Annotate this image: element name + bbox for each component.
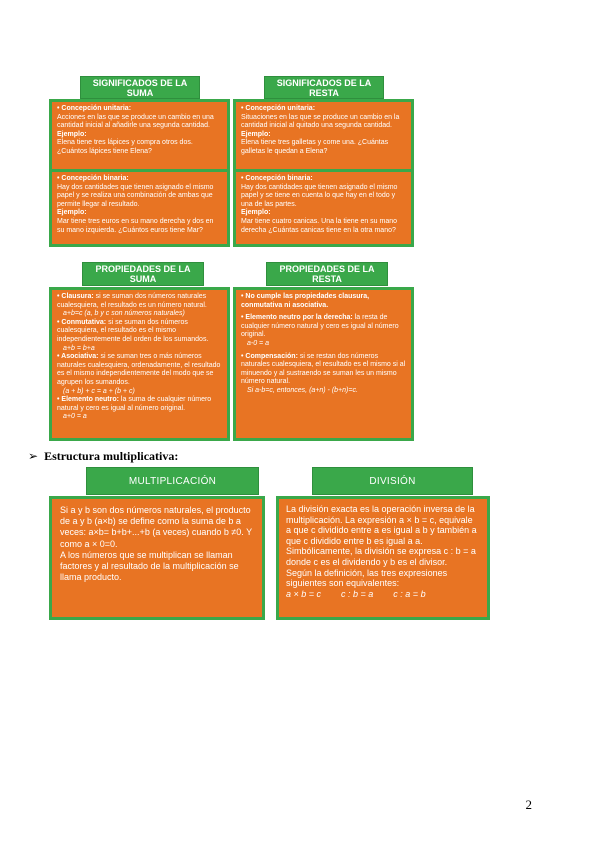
- sum-prop-commutative-formula: [57, 345, 222, 354]
- sum-meaning-panel: [49, 99, 230, 247]
- sum-binary-example-label: Ejemplo:: [57, 209, 87, 217]
- division-equivalences: a × b = c c : b = a c : a = b: [286, 588, 426, 599]
- sub-prop-compensation-head: • Compensación:: [241, 353, 298, 360]
- sub-prop-none: [241, 293, 406, 310]
- sum-prop-neutral-formula: [57, 413, 222, 422]
- sub-unitary-cell: [236, 102, 411, 169]
- sum-prop-commutative-formula-text: a+b = b+a: [63, 344, 95, 352]
- multiplication-title: MULTIPLICACIÓN: [86, 467, 259, 495]
- sum-prop-commutative-head: • Conmutativa:: [57, 319, 106, 326]
- sum-unitary-head: • Concepción unitaria:: [57, 105, 222, 114]
- page-number: 2: [525, 797, 532, 812]
- division-panel: [276, 496, 490, 620]
- sub-prop-compensation-text: si se restan dos números naturales cualesquiera, el resultado es el mismo si al minuendo y al sustraendo se suman les un mismo número natural.: [241, 352, 406, 386]
- division-equivalence-intro: Según la definición, las tres expresiones siguientes son equivalentes:: [286, 567, 448, 589]
- multiplication-terms: A los números que se multiplican se llaman factores y al resultado de la multiplicación se llama producto.: [60, 549, 239, 583]
- sub-props-panel: [233, 287, 414, 441]
- sub-prop-none-head: • No cumple las propiedades clausura, conmutativa ni asociativa.: [241, 293, 369, 309]
- sub-unitary-example: Elena tiene tres galletas y come una. ¿Cuántas galletas le quedan a Elena?: [241, 139, 389, 155]
- sub-props-title: PROPIEDADES DE LA RESTA: [266, 262, 388, 286]
- sum-prop-closure-formula: [57, 310, 222, 319]
- sub-prop-neutral-formula-text: a-0 = a: [247, 339, 269, 347]
- sum-props-cell: [52, 290, 227, 438]
- sum-prop-neutral-head: • Elemento neutro:: [57, 396, 119, 403]
- sum-prop-associative-formula-text: (a + b) + c = a + (b + c): [63, 387, 135, 395]
- sum-unitary-text: Acciones en las que se produce un cambio en una cantidad inicial al añadirle una segunda cantidad.: [57, 113, 214, 130]
- multiplication-cell: [52, 499, 262, 617]
- sum-prop-associative-head: • Asociativa:: [57, 353, 99, 360]
- division-cell: [279, 499, 487, 617]
- sub-prop-compensation-formula-text: Si a-b=c, entonces, (a+n) - (b+n)=c.: [247, 386, 358, 394]
- sum-prop-neutral-text: la suma de cualquier número natural y cero es igual al número original.: [57, 396, 212, 412]
- sub-props-cell: [236, 290, 411, 438]
- section-heading-text: Estructura multiplicativa:: [44, 449, 179, 463]
- sum-prop-closure-text: si se suman dos números naturales cualesquiera, el resultado es un número natural.: [57, 293, 207, 309]
- sum-unitary-cell: [52, 102, 227, 169]
- division-title: DIVISIÓN: [312, 467, 473, 495]
- sub-prop-compensation-formula: [241, 387, 406, 396]
- sub-unitary-head: • Concepción unitaria:: [241, 105, 406, 114]
- sum-prop-commutative-text: si se suman dos números cualesquiera, el resultado es el mismo independientemente del orden de los sumandos.: [57, 318, 209, 343]
- sum-prop-associative-text: si se suman tres o más números naturales cualesquiera, ordenadamente, el resultado es el mismo independientemente del modo que se agrupen los sumandos.: [57, 353, 221, 386]
- sum-unitary-example: Elena tiene tres lápices y compra otros dos. ¿Cuántos lápices tiene Elena?: [57, 139, 193, 155]
- sub-prop-neutral-text: la resta de cualquier número natural y cero es igual al número original.: [241, 314, 399, 339]
- sum-binary-head: • Concepción binaria:: [57, 175, 222, 184]
- sum-binary-cell: [52, 172, 227, 244]
- sum-unitary-example-label: Ejemplo:: [57, 130, 87, 138]
- sub-binary-text: Hay dos cantidades que tienen asignado el mismo papel y se tiene en cuenta lo que hay en el todo y una de las partes.: [241, 183, 398, 208]
- multiplication-definition: Si a y b son dos números naturales, el producto de a y b (a×b) se define como la suma de b a veces: a×b= b+b+...+b (a veces) cuando b ≠0. Y como a × 0=0.: [60, 505, 252, 549]
- sum-binary-example: Mar tiene tres euros en su mano derecha y dos en su mano izquierda. ¿Cuántos euros tiene Mar?: [57, 217, 214, 234]
- sub-prop-neutral-head: • Elemento neutro por la derecha:: [241, 314, 353, 321]
- sum-prop-closure-formula-text: a+b=c (a, b y c son números naturales): [63, 310, 185, 318]
- sum-binary-text: Hay dos cantidades que tienen asignado el mismo papel y se realiza una combinación de ambas que permite llegar al resultado.: [57, 183, 214, 208]
- sum-meaning-title: SIGNIFICADOS DE LA SUMA: [80, 76, 200, 99]
- sum-prop-associative-formula: [57, 388, 222, 397]
- sum-prop-closure-head: • Clausura:: [57, 293, 94, 300]
- arrow-bullet-icon: ➢: [28, 449, 39, 463]
- sub-unitary-text: Situaciones en las que se produce un cambio en la cantidad inicial al quitado una segunda cantidad.: [241, 113, 400, 130]
- division-symbolic: Simbólicamente, la división se expresa c : b = a donde c es el dividendo y b es el divisor.: [286, 546, 476, 567]
- sum-props-title: PROPIEDADES DE LA SUMA: [82, 262, 204, 286]
- multiplication-panel: [49, 496, 265, 620]
- sub-prop-compensation: [241, 353, 406, 387]
- sub-binary-example: Mar tiene cuatro canicas. Una la tiene en su mano derecha ¿Cuántas canicas tiene en la otra mano?: [241, 217, 398, 234]
- sum-prop-commutative: [57, 319, 222, 345]
- division-definition: La división exacta es la operación inversa de la multiplicación. La expresión a × b = c, equivale a que c dividido entre a es igual a b y también a que c dividido entre b es igual a a.: [286, 504, 477, 546]
- sum-prop-closure: [57, 293, 222, 310]
- sub-unitary-example-label: Ejemplo:: [241, 130, 271, 138]
- sub-binary-example-label: Ejemplo:: [241, 209, 271, 217]
- sum-prop-neutral-formula-text: a+0 = a: [63, 413, 87, 421]
- sub-binary-cell: [236, 172, 411, 244]
- sub-binary-head: • Concepción binaria:: [241, 175, 406, 184]
- sum-props-panel: [49, 287, 230, 441]
- sum-prop-neutral: [57, 396, 222, 413]
- sub-prop-neutral: [241, 314, 406, 340]
- sub-meaning-panel: [233, 99, 414, 247]
- sub-prop-neutral-formula: [241, 340, 406, 349]
- sum-prop-associative: [57, 353, 222, 387]
- sub-meaning-title: SIGNIFICADOS DE LA RESTA: [264, 76, 384, 99]
- section-heading: [28, 449, 178, 464]
